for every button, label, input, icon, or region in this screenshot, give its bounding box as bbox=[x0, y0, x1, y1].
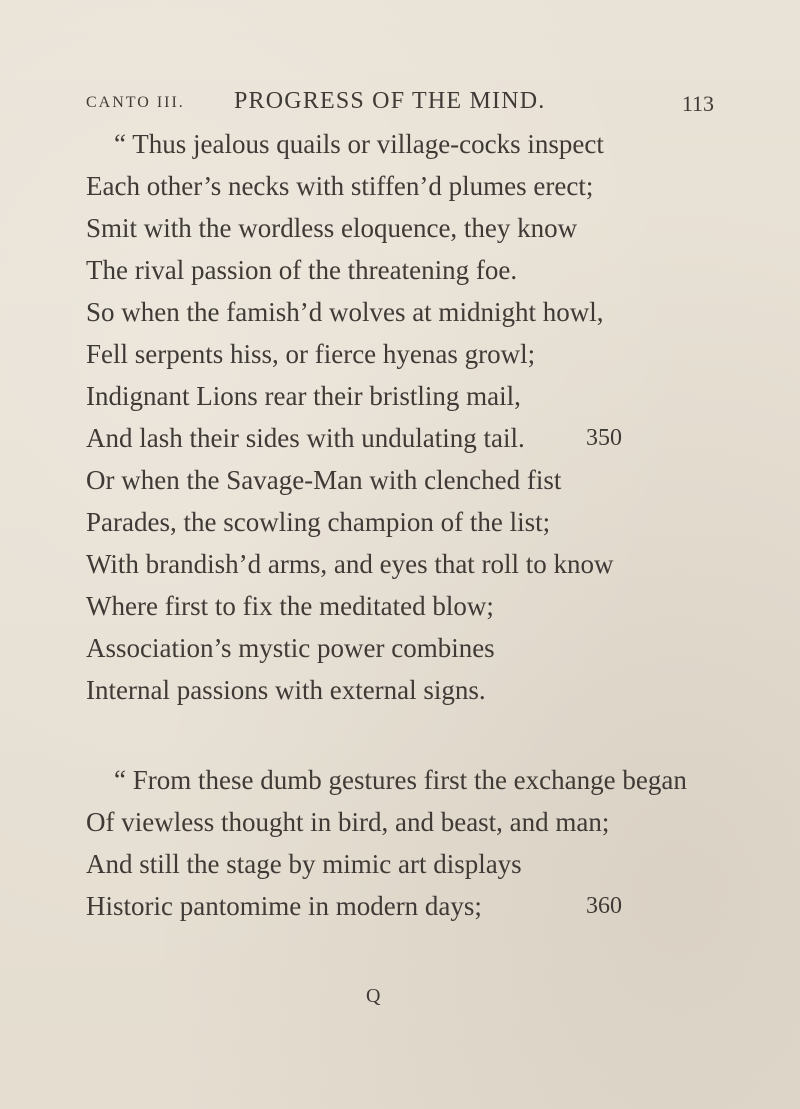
verse-text: Each other’s necks with stiffen’d plumes erect; bbox=[86, 171, 594, 201]
verse-line bbox=[0, 334, 800, 374]
verse-line bbox=[0, 802, 800, 842]
verse-text: Where first to fix the meditated blow; bbox=[86, 591, 494, 621]
page-number: 113 bbox=[681, 91, 714, 116]
verse-line bbox=[0, 208, 800, 248]
verse-line bbox=[0, 460, 800, 500]
verse-line bbox=[0, 670, 800, 710]
verse-text: The rival passion of the threatening foe. bbox=[86, 255, 518, 285]
running-head bbox=[86, 88, 714, 118]
verse-line bbox=[0, 628, 800, 668]
signature-mark: Q bbox=[366, 985, 381, 1007]
verse-line bbox=[0, 886, 800, 926]
verse-line bbox=[0, 844, 800, 884]
verse-text: Smit with the wordless eloquence, they know bbox=[86, 213, 578, 243]
verse-line bbox=[0, 418, 800, 458]
verse-text: So when the famish’d wolves at midnight howl, bbox=[86, 297, 604, 327]
verse-text: Of viewless thought in bird, and beast, and man; bbox=[86, 807, 610, 837]
verse-text: Association’s mystic power combines bbox=[86, 633, 495, 663]
verse-text: And lash their sides with undulating tail. bbox=[86, 423, 525, 453]
verse-text: With brandish’d arms, and eyes that roll to know bbox=[86, 549, 614, 579]
verse-line bbox=[0, 760, 800, 800]
verse-line bbox=[0, 502, 800, 542]
verse-text: Internal passions with external signs. bbox=[86, 675, 486, 705]
verse-line bbox=[0, 586, 800, 626]
chapter-title: PROGRESS OF THE MIND. bbox=[234, 88, 546, 114]
verse-line bbox=[0, 250, 800, 290]
verse-text: And still the stage by mimic art displays bbox=[86, 849, 522, 879]
verse-text: Fell serpents hiss, or fierce hyenas growl; bbox=[86, 339, 536, 369]
verse-text: Indignant Lions rear their bristling mail, bbox=[86, 381, 521, 411]
verse-text: “ Thus jealous quails or village-cocks inspect bbox=[114, 129, 604, 159]
verse-line bbox=[0, 544, 800, 584]
verse-line bbox=[0, 292, 800, 332]
verse-text: Parades, the scowling champion of the list; bbox=[86, 507, 551, 537]
verse-text: Historic pantomime in modern days; bbox=[86, 891, 482, 921]
verse-line bbox=[0, 124, 800, 164]
verse-text: Or when the Savage-Man with clenched fist bbox=[86, 465, 562, 495]
verse-line bbox=[0, 376, 800, 416]
verse-text: “ From these dumb gestures first the exchange began bbox=[114, 765, 687, 795]
verse-line bbox=[0, 166, 800, 206]
canto-label: CANTO III. bbox=[86, 94, 185, 111]
line-number: 350 bbox=[586, 425, 622, 451]
line-number: 360 bbox=[586, 893, 622, 919]
